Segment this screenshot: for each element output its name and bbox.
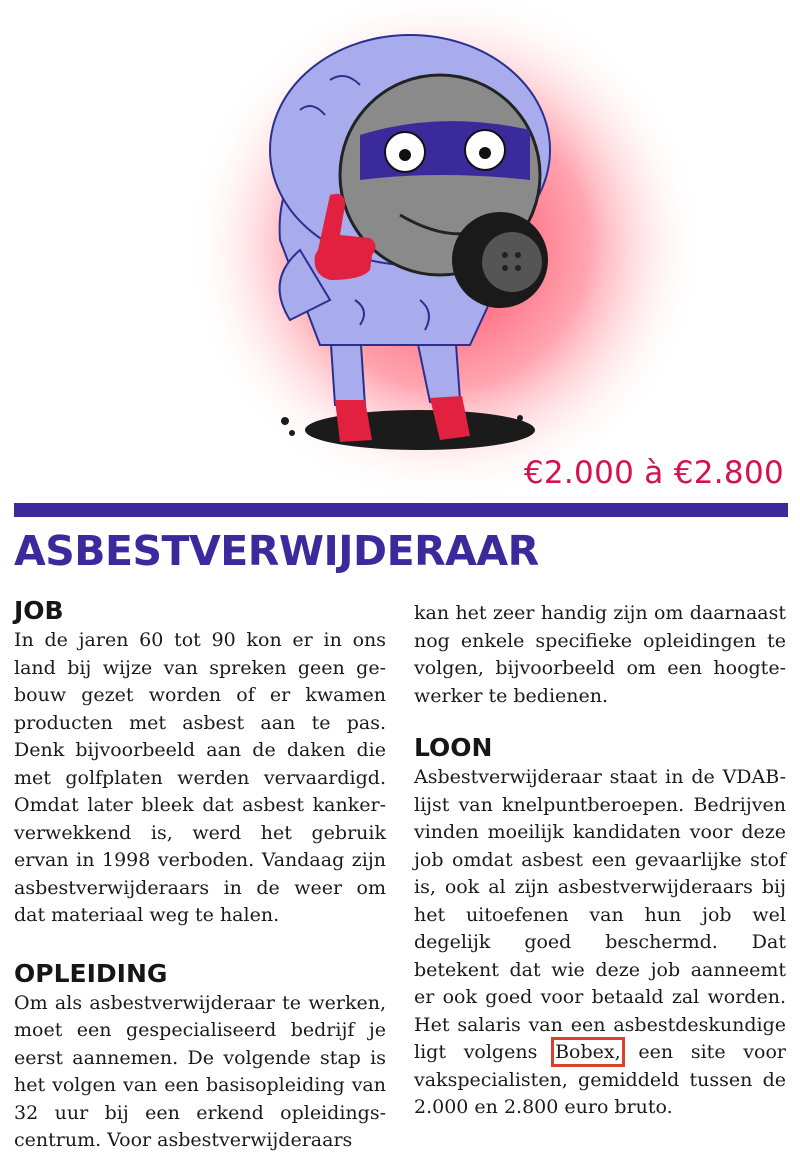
loon-text-after: een site voor vakspecialisten, gemiddeld tussen de 2.000 en 2.800 euro bruto. [414, 1041, 786, 1118]
asbestos-worker-illustration [0, 0, 800, 500]
column-right [414, 600, 786, 1122]
section-heading-loon: LOON [414, 733, 493, 762]
section-text-loon [414, 764, 786, 1122]
source-link-bobex[interactable]: Bobex, [555, 1041, 621, 1063]
section-text-opleiding: Om als asbestverwijderaar te werken, moet een gespecialiseerd bedrijf je eerst aannemen. De volgende stap is het volgen van een basisopleiding van 32 uur bij een erkend opleidingscentrum. Voor asbestverwijderaars [14, 991, 386, 1151]
section-heading-opleiding: OPLEIDING [14, 958, 168, 988]
column-left [14, 595, 386, 1155]
loon-text-before: Asbestverwijderaar staat in de VDAB-lijst van knelpuntberoepen. Bedrijven vinden moeilijk kandidaten voor deze job omdat asbest een gevaarlijke stof is, ook al zijn asbestverwijderaars bij het uitoefenen van hun job wel degelijk goed beschermd. Dat betekent dat wie deze job aanneemt er ook goed voor betaald zal worden. Het salaris van een asbestdeskundige ligt volgens [414, 766, 786, 1063]
page-title: ASBESTVERWIJDERAAR [14, 527, 539, 575]
section-text-opleiding-continued: kan het zeer handig zijn om daarnaast nog enkele specifieke opleidingen te volgen, bijvoorbeeld om een hoogtewerker te bedienen. [414, 602, 786, 707]
salary-range: €2.000 à €2.800 [523, 455, 784, 491]
section-heading-job: JOB [14, 596, 64, 625]
divider-bar [14, 503, 788, 517]
section-text-job: In de jaren 60 tot 90 kon er in ons land bij wijze van spreken geen gebouw gezet worden of er kwamen producten met asbest aan te pas. Denk bijvoorbeeld aan de daken die met golfplaten werden vervaardigd. Omdat later bleek dat asbest kankerverwekkend is, werd het gebruik ervan in 1998 verboden. Vandaag zijn asbestverwijderaars in de weer om dat materiaal weg te halen. [14, 629, 386, 926]
